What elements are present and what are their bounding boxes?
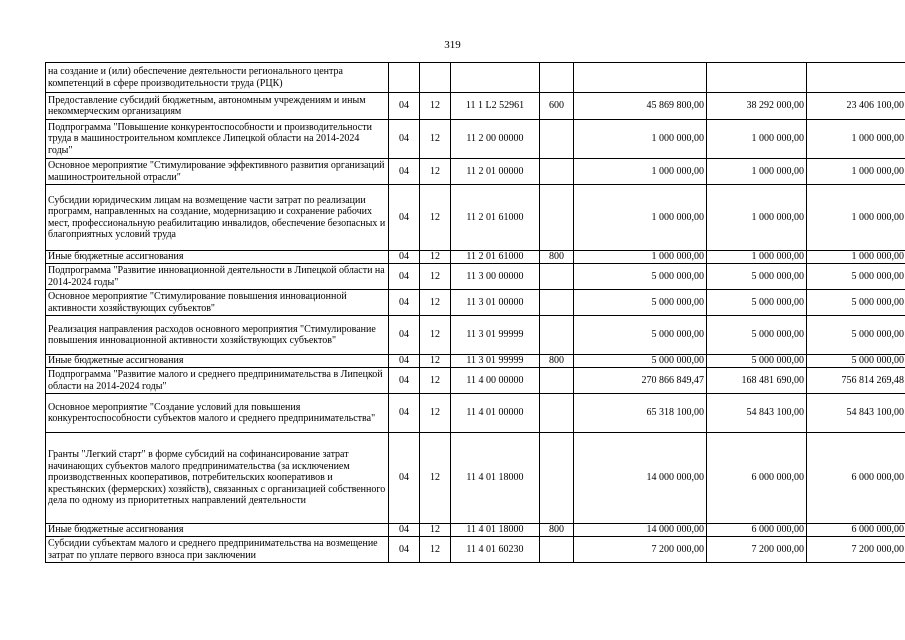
row-target-article-cell: 11 2 01 00000 [451, 159, 540, 185]
row-amount-year1-cell: 5 000 000,00 [574, 355, 707, 368]
row-expense-type-cell: 800 [540, 355, 574, 368]
row-amount-year1-cell: 1 000 000,00 [574, 185, 707, 251]
row-expense-type-cell [540, 120, 574, 159]
row-amount-year2-cell: 5 000 000,00 [707, 316, 807, 355]
row-amount-year2-cell: 5 000 000,00 [707, 355, 807, 368]
row-name-cell: Основное мероприятие "Стимулирование эффективного развития организаций машиностроительной отрасли" [46, 159, 389, 185]
row-section-cell: 04 [389, 251, 420, 264]
table-row [46, 524, 905, 537]
row-subsection-cell: 12 [420, 368, 451, 394]
row-amount-year3-cell [807, 63, 905, 93]
row-amount-year2-cell: 6 000 000,00 [707, 524, 807, 537]
table-row [46, 394, 905, 433]
row-target-article-cell: 11 3 00 00000 [451, 264, 540, 290]
row-amount-year3-cell: 5 000 000,00 [807, 355, 905, 368]
row-amount-year3-cell: 5 000 000,00 [807, 316, 905, 355]
row-target-article-cell: 11 3 01 00000 [451, 290, 540, 316]
row-section-cell: 04 [389, 394, 420, 433]
row-amount-year1-cell: 1 000 000,00 [574, 120, 707, 159]
row-amount-year3-cell: 5 000 000,00 [807, 264, 905, 290]
row-amount-year2-cell [707, 63, 807, 93]
table-row [46, 264, 905, 290]
row-name-cell: Основное мероприятие "Создание условий для повышения конкурентоспособности субъектов малого и среднего предпринимательства" [46, 394, 389, 433]
row-subsection-cell: 12 [420, 394, 451, 433]
row-expense-type-cell [540, 537, 574, 563]
row-expense-type-cell [540, 316, 574, 355]
row-expense-type-cell [540, 394, 574, 433]
row-subsection-cell: 12 [420, 93, 451, 120]
row-section-cell: 04 [389, 93, 420, 120]
row-amount-year2-cell: 38 292 000,00 [707, 93, 807, 120]
row-section-cell: 04 [389, 316, 420, 355]
row-subsection-cell: 12 [420, 185, 451, 251]
budget-table [45, 62, 905, 563]
row-subsection-cell: 12 [420, 264, 451, 290]
table-row [46, 93, 905, 120]
table-row [46, 290, 905, 316]
row-amount-year1-cell: 45 869 800,00 [574, 93, 707, 120]
row-target-article-cell: 11 3 01 99999 [451, 355, 540, 368]
row-amount-year3-cell: 1 000 000,00 [807, 120, 905, 159]
row-target-article-cell: 11 3 01 99999 [451, 316, 540, 355]
row-amount-year2-cell: 54 843 100,00 [707, 394, 807, 433]
row-amount-year2-cell: 1 000 000,00 [707, 120, 807, 159]
row-name-cell: Подпрограмма "Развитие инновационной деятельности в Липецкой области на 2014-2024 годы" [46, 264, 389, 290]
row-section-cell: 04 [389, 290, 420, 316]
budget-table-body [46, 63, 905, 563]
row-amount-year2-cell: 5 000 000,00 [707, 290, 807, 316]
row-section-cell: 04 [389, 264, 420, 290]
row-name-cell: Иные бюджетные ассигнования [46, 355, 389, 368]
row-name-cell: на создание и (или) обеспечение деятельности регионального центра компетенций в сфере производительности труда (РЦК) [46, 63, 389, 93]
row-expense-type-cell: 800 [540, 524, 574, 537]
row-expense-type-cell: 800 [540, 251, 574, 264]
row-amount-year2-cell: 6 000 000,00 [707, 433, 807, 524]
row-target-article-cell: 11 4 01 00000 [451, 394, 540, 433]
row-target-article-cell [451, 63, 540, 93]
row-section-cell: 04 [389, 433, 420, 524]
table-row [46, 433, 905, 524]
row-subsection-cell: 12 [420, 524, 451, 537]
row-name-cell: Предоставление субсидий бюджетным, автономным учреждениям и иным некоммерческим организациям [46, 93, 389, 120]
row-subsection-cell: 12 [420, 290, 451, 316]
row-section-cell: 04 [389, 537, 420, 563]
row-name-cell: Иные бюджетные ассигнования [46, 251, 389, 264]
table-row [46, 368, 905, 394]
row-amount-year1-cell: 14 000 000,00 [574, 433, 707, 524]
row-amount-year3-cell: 6 000 000,00 [807, 524, 905, 537]
row-name-cell: Основное мероприятие "Стимулирование повышения инновационной активности хозяйствующих субъектов" [46, 290, 389, 316]
row-amount-year3-cell: 7 200 000,00 [807, 537, 905, 563]
row-section-cell: 04 [389, 524, 420, 537]
row-amount-year3-cell: 756 814 269,48 [807, 368, 905, 394]
row-amount-year2-cell: 5 000 000,00 [707, 264, 807, 290]
row-expense-type-cell [540, 159, 574, 185]
row-section-cell: 04 [389, 368, 420, 394]
row-name-cell: Реализация направления расходов основного мероприятия "Стимулирование повышения инновационной активности хозяйствующих субъектов" [46, 316, 389, 355]
row-subsection-cell: 12 [420, 537, 451, 563]
row-name-cell: Субсидии юридическим лицам на возмещение части затрат по реализации программ, направленных на создание, модернизацию и сохранение рабочих мест, профессиональную реабилитацию инвалидов, обеспечение безопасных и благоприятных условий труда [46, 185, 389, 251]
row-target-article-cell: 11 4 01 18000 [451, 524, 540, 537]
row-amount-year3-cell: 54 843 100,00 [807, 394, 905, 433]
row-target-article-cell: 11 4 01 60230 [451, 537, 540, 563]
row-amount-year1-cell: 5 000 000,00 [574, 264, 707, 290]
row-amount-year2-cell: 7 200 000,00 [707, 537, 807, 563]
row-subsection-cell: 12 [420, 433, 451, 524]
row-subsection-cell: 12 [420, 316, 451, 355]
row-target-article-cell: 11 1 L2 52961 [451, 93, 540, 120]
row-amount-year3-cell: 1 000 000,00 [807, 159, 905, 185]
row-amount-year1-cell [574, 63, 707, 93]
row-expense-type-cell [540, 290, 574, 316]
row-amount-year2-cell: 1 000 000,00 [707, 251, 807, 264]
row-target-article-cell: 11 4 00 00000 [451, 368, 540, 394]
table-row [46, 355, 905, 368]
row-amount-year1-cell: 1 000 000,00 [574, 159, 707, 185]
row-subsection-cell: 12 [420, 120, 451, 159]
row-target-article-cell: 11 2 00 00000 [451, 120, 540, 159]
row-section-cell: 04 [389, 185, 420, 251]
row-expense-type-cell [540, 368, 574, 394]
row-target-article-cell: 11 4 01 18000 [451, 433, 540, 524]
row-section-cell [389, 63, 420, 93]
row-amount-year2-cell: 1 000 000,00 [707, 159, 807, 185]
row-section-cell: 04 [389, 120, 420, 159]
table-row [46, 316, 905, 355]
row-name-cell: Гранты "Легкий старт" в форме субсидий на софинансирование затрат начинающих субъектов малого предпринимательства (за исключением производственных кооперативов, потребительских кооперативов и крестьянских (фермерских) хозяйств), связанных с организацией собственного дела по одному из приоритетных направлений деятельности [46, 433, 389, 524]
row-amount-year3-cell: 5 000 000,00 [807, 290, 905, 316]
row-name-cell: Субсидии субъектам малого и среднего предпринимательства на возмещение затрат по уплате первого взноса при заключении [46, 537, 389, 563]
row-section-cell: 04 [389, 159, 420, 185]
table-row [46, 120, 905, 159]
row-expense-type-cell [540, 63, 574, 93]
row-amount-year1-cell: 270 866 849,47 [574, 368, 707, 394]
row-name-cell: Подпрограмма "Развитие малого и среднего предпринимательства в Липецкой области на 2014-2024 годы" [46, 368, 389, 394]
row-amount-year1-cell: 5 000 000,00 [574, 316, 707, 355]
row-expense-type-cell [540, 264, 574, 290]
row-expense-type-cell: 600 [540, 93, 574, 120]
row-amount-year1-cell: 1 000 000,00 [574, 251, 707, 264]
row-amount-year1-cell: 14 000 000,00 [574, 524, 707, 537]
row-amount-year2-cell: 1 000 000,00 [707, 185, 807, 251]
row-subsection-cell [420, 63, 451, 93]
row-expense-type-cell [540, 433, 574, 524]
table-row [46, 537, 905, 563]
row-amount-year1-cell: 65 318 100,00 [574, 394, 707, 433]
row-amount-year2-cell: 168 481 690,00 [707, 368, 807, 394]
table-row [46, 159, 905, 185]
row-section-cell: 04 [389, 355, 420, 368]
page-number: 319 [444, 39, 461, 51]
row-target-article-cell: 11 2 01 61000 [451, 185, 540, 251]
table-row [46, 185, 905, 251]
row-amount-year3-cell: 6 000 000,00 [807, 433, 905, 524]
table-row [46, 251, 905, 264]
row-amount-year3-cell: 1 000 000,00 [807, 185, 905, 251]
row-subsection-cell: 12 [420, 159, 451, 185]
row-name-cell: Иные бюджетные ассигнования [46, 524, 389, 537]
row-amount-year3-cell: 1 000 000,00 [807, 251, 905, 264]
row-name-cell: Подпрограмма "Повышение конкурентоспособности и производительности труда в машиностроительном комплексе Липецкой области на 2014-2024 годы" [46, 120, 389, 159]
row-target-article-cell: 11 2 01 61000 [451, 251, 540, 264]
row-subsection-cell: 12 [420, 251, 451, 264]
row-expense-type-cell [540, 185, 574, 251]
row-subsection-cell: 12 [420, 355, 451, 368]
row-amount-year1-cell: 7 200 000,00 [574, 537, 707, 563]
row-amount-year3-cell: 23 406 100,00 [807, 93, 905, 120]
table-row [46, 63, 905, 93]
row-amount-year1-cell: 5 000 000,00 [574, 290, 707, 316]
